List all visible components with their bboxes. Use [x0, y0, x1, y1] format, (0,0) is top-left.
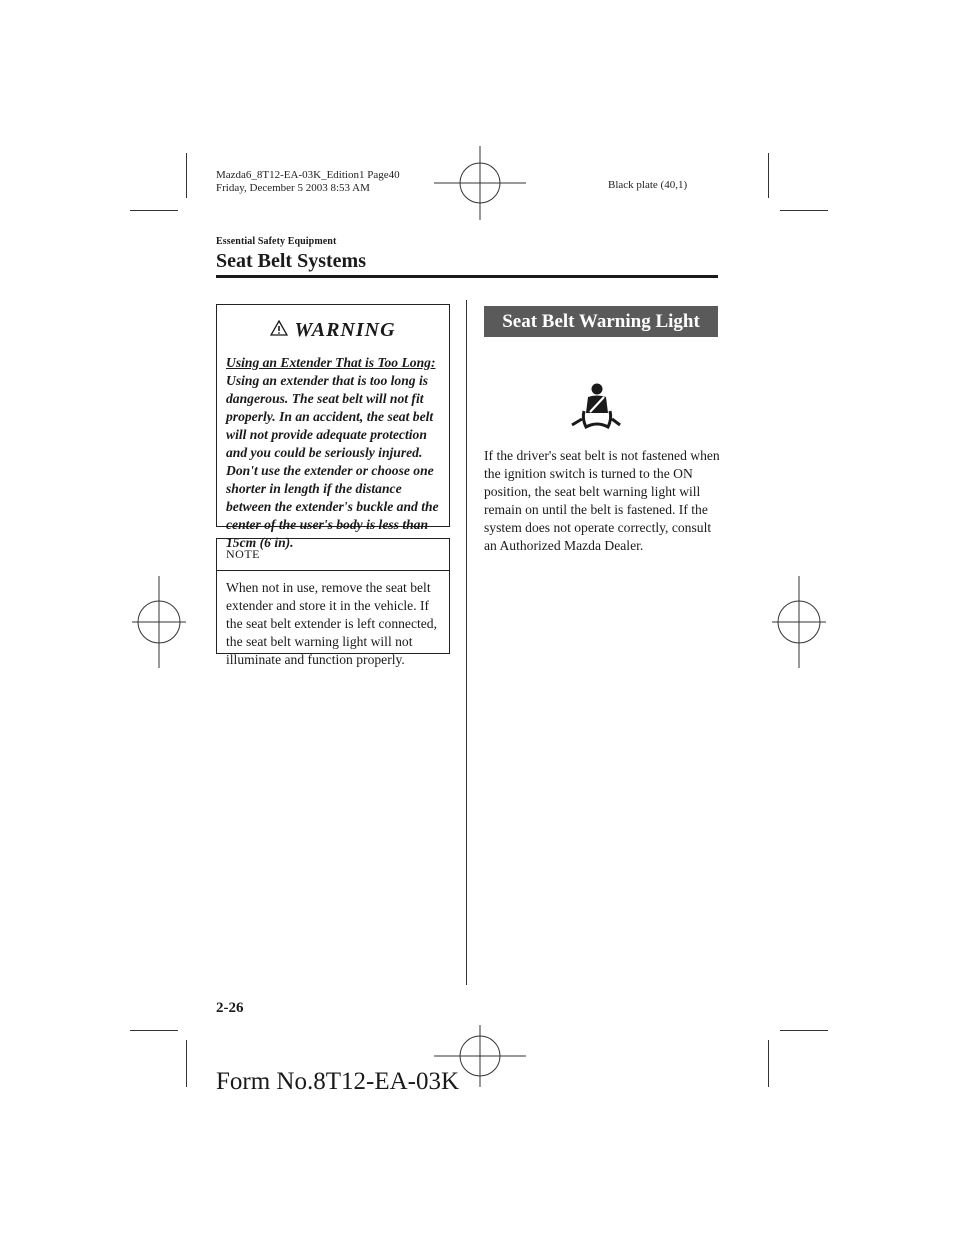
warning-header [217, 319, 449, 342]
warning-triangle-icon [270, 320, 288, 341]
page-title: Seat Belt Systems [216, 250, 366, 272]
section-banner: Seat Belt Warning Light [484, 306, 718, 337]
crop-mark [130, 1030, 178, 1031]
note-body: When not in use, remove the seat belt extender and store it in the vehicle. If the seat belt extender is left connected, the seat belt warning light will not illuminate and function properly. [226, 580, 437, 667]
warning-light-description: If the driver's seat belt is not fastened when the ignition switch is turned to the ON position, the seat belt warning light will remain on until the belt is fastened. If the system does not operate correctly, consult an Authorized Mazda Dealer. [484, 448, 720, 553]
plate-label: Black plate (40,1) [608, 179, 688, 191]
print-date-line: Friday, December 5 2003 8:53 AM [216, 182, 370, 194]
column-divider [466, 300, 467, 985]
warning-body [217, 342, 449, 552]
warning-subheading: Using an Extender That is Too Long: [226, 355, 436, 370]
title-rule [216, 275, 718, 278]
crop-mark [780, 1030, 828, 1031]
warning-box [216, 304, 450, 550]
warning-title: WARNING [294, 319, 396, 341]
registration-mark-icon [772, 576, 826, 668]
crop-mark [768, 1040, 769, 1087]
note-box [216, 538, 450, 667]
page-number: 2-26 [216, 1000, 244, 1016]
registration-mark-icon [132, 576, 186, 668]
crop-mark [186, 153, 187, 198]
section-label: Essential Safety Equipment [216, 236, 337, 247]
note-title: NOTE [217, 539, 449, 571]
registration-mark-icon [434, 146, 526, 220]
crop-mark [186, 1040, 187, 1087]
warning-text: Using an extender that is too long is dangerous. The seat belt will not fit properly. In an accident, the seat belt will not provide adequate protection and you could be seriously injured. Don't use the extender or choose one shorter in length if the distance between the extender's buckle and the center of the user's body is less than 15cm (6 in). [226, 373, 439, 550]
crop-mark [780, 210, 828, 211]
form-number: Form No.8T12-EA-03K [216, 1068, 460, 1095]
seat-belt-warning-icon [570, 383, 622, 438]
crop-mark [768, 153, 769, 198]
crop-mark [130, 210, 178, 211]
print-file-line: Mazda6_8T12-EA-03K_Edition1 Page40 [216, 169, 400, 181]
